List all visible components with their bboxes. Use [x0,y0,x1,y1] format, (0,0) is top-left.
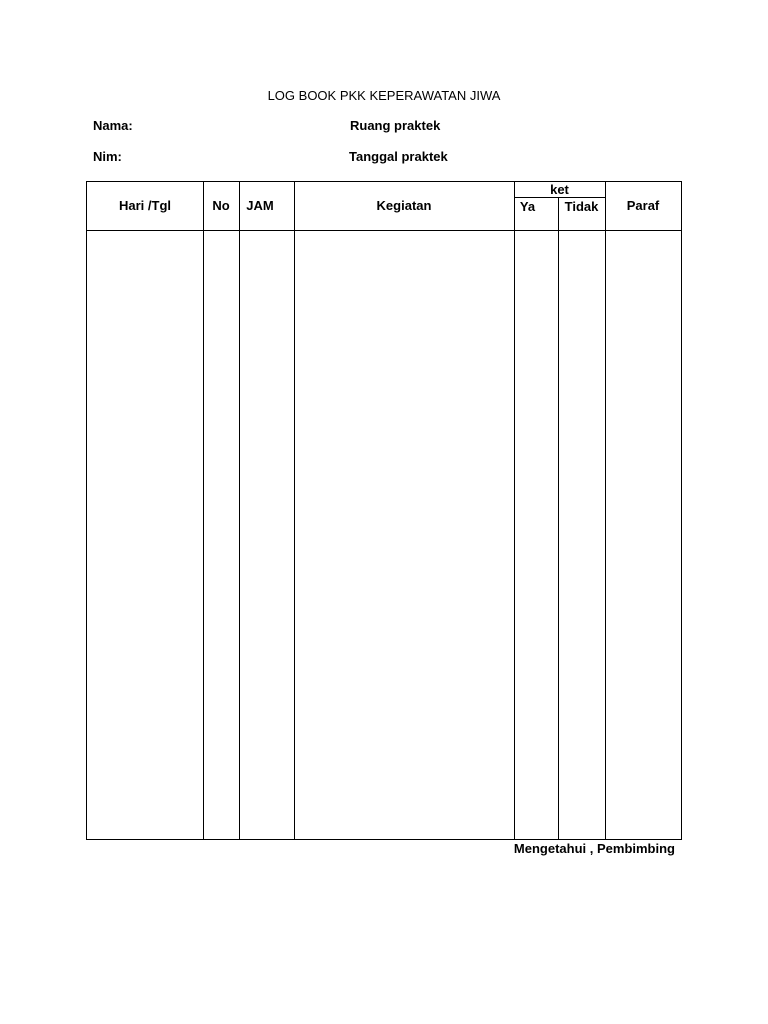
log-table [86,181,682,840]
col-line-3 [294,182,295,839]
header-kegiatan: Kegiatan [376,198,432,213]
header-no: No [212,198,230,213]
col-line-1 [203,182,204,839]
tanggal-praktek-label: Tanggal praktek [349,149,448,164]
ket-subdivider [514,197,605,198]
footer-signature-label: Mengetahui , Pembimbing [513,841,675,856]
header-tidak: Tidak [564,199,599,214]
col-line-4 [514,182,515,839]
col-line-5 [558,197,559,839]
header-divider [87,230,681,231]
col-line-6 [605,182,606,839]
col-line-2 [239,182,240,839]
header-ya: Ya [519,199,536,214]
header-hari-tgl: Hari /Tgl [118,198,171,213]
ruang-praktek-label: Ruang praktek [350,118,441,133]
page-title: LOG BOOK PKK KEPERAWATAN JIWA [267,88,501,103]
header-ket: ket [550,182,569,197]
nama-label: Nama: [93,118,133,133]
nim-label: Nim: [93,149,122,164]
header-jam: JAM [246,198,274,213]
header-paraf: Paraf [626,198,660,213]
